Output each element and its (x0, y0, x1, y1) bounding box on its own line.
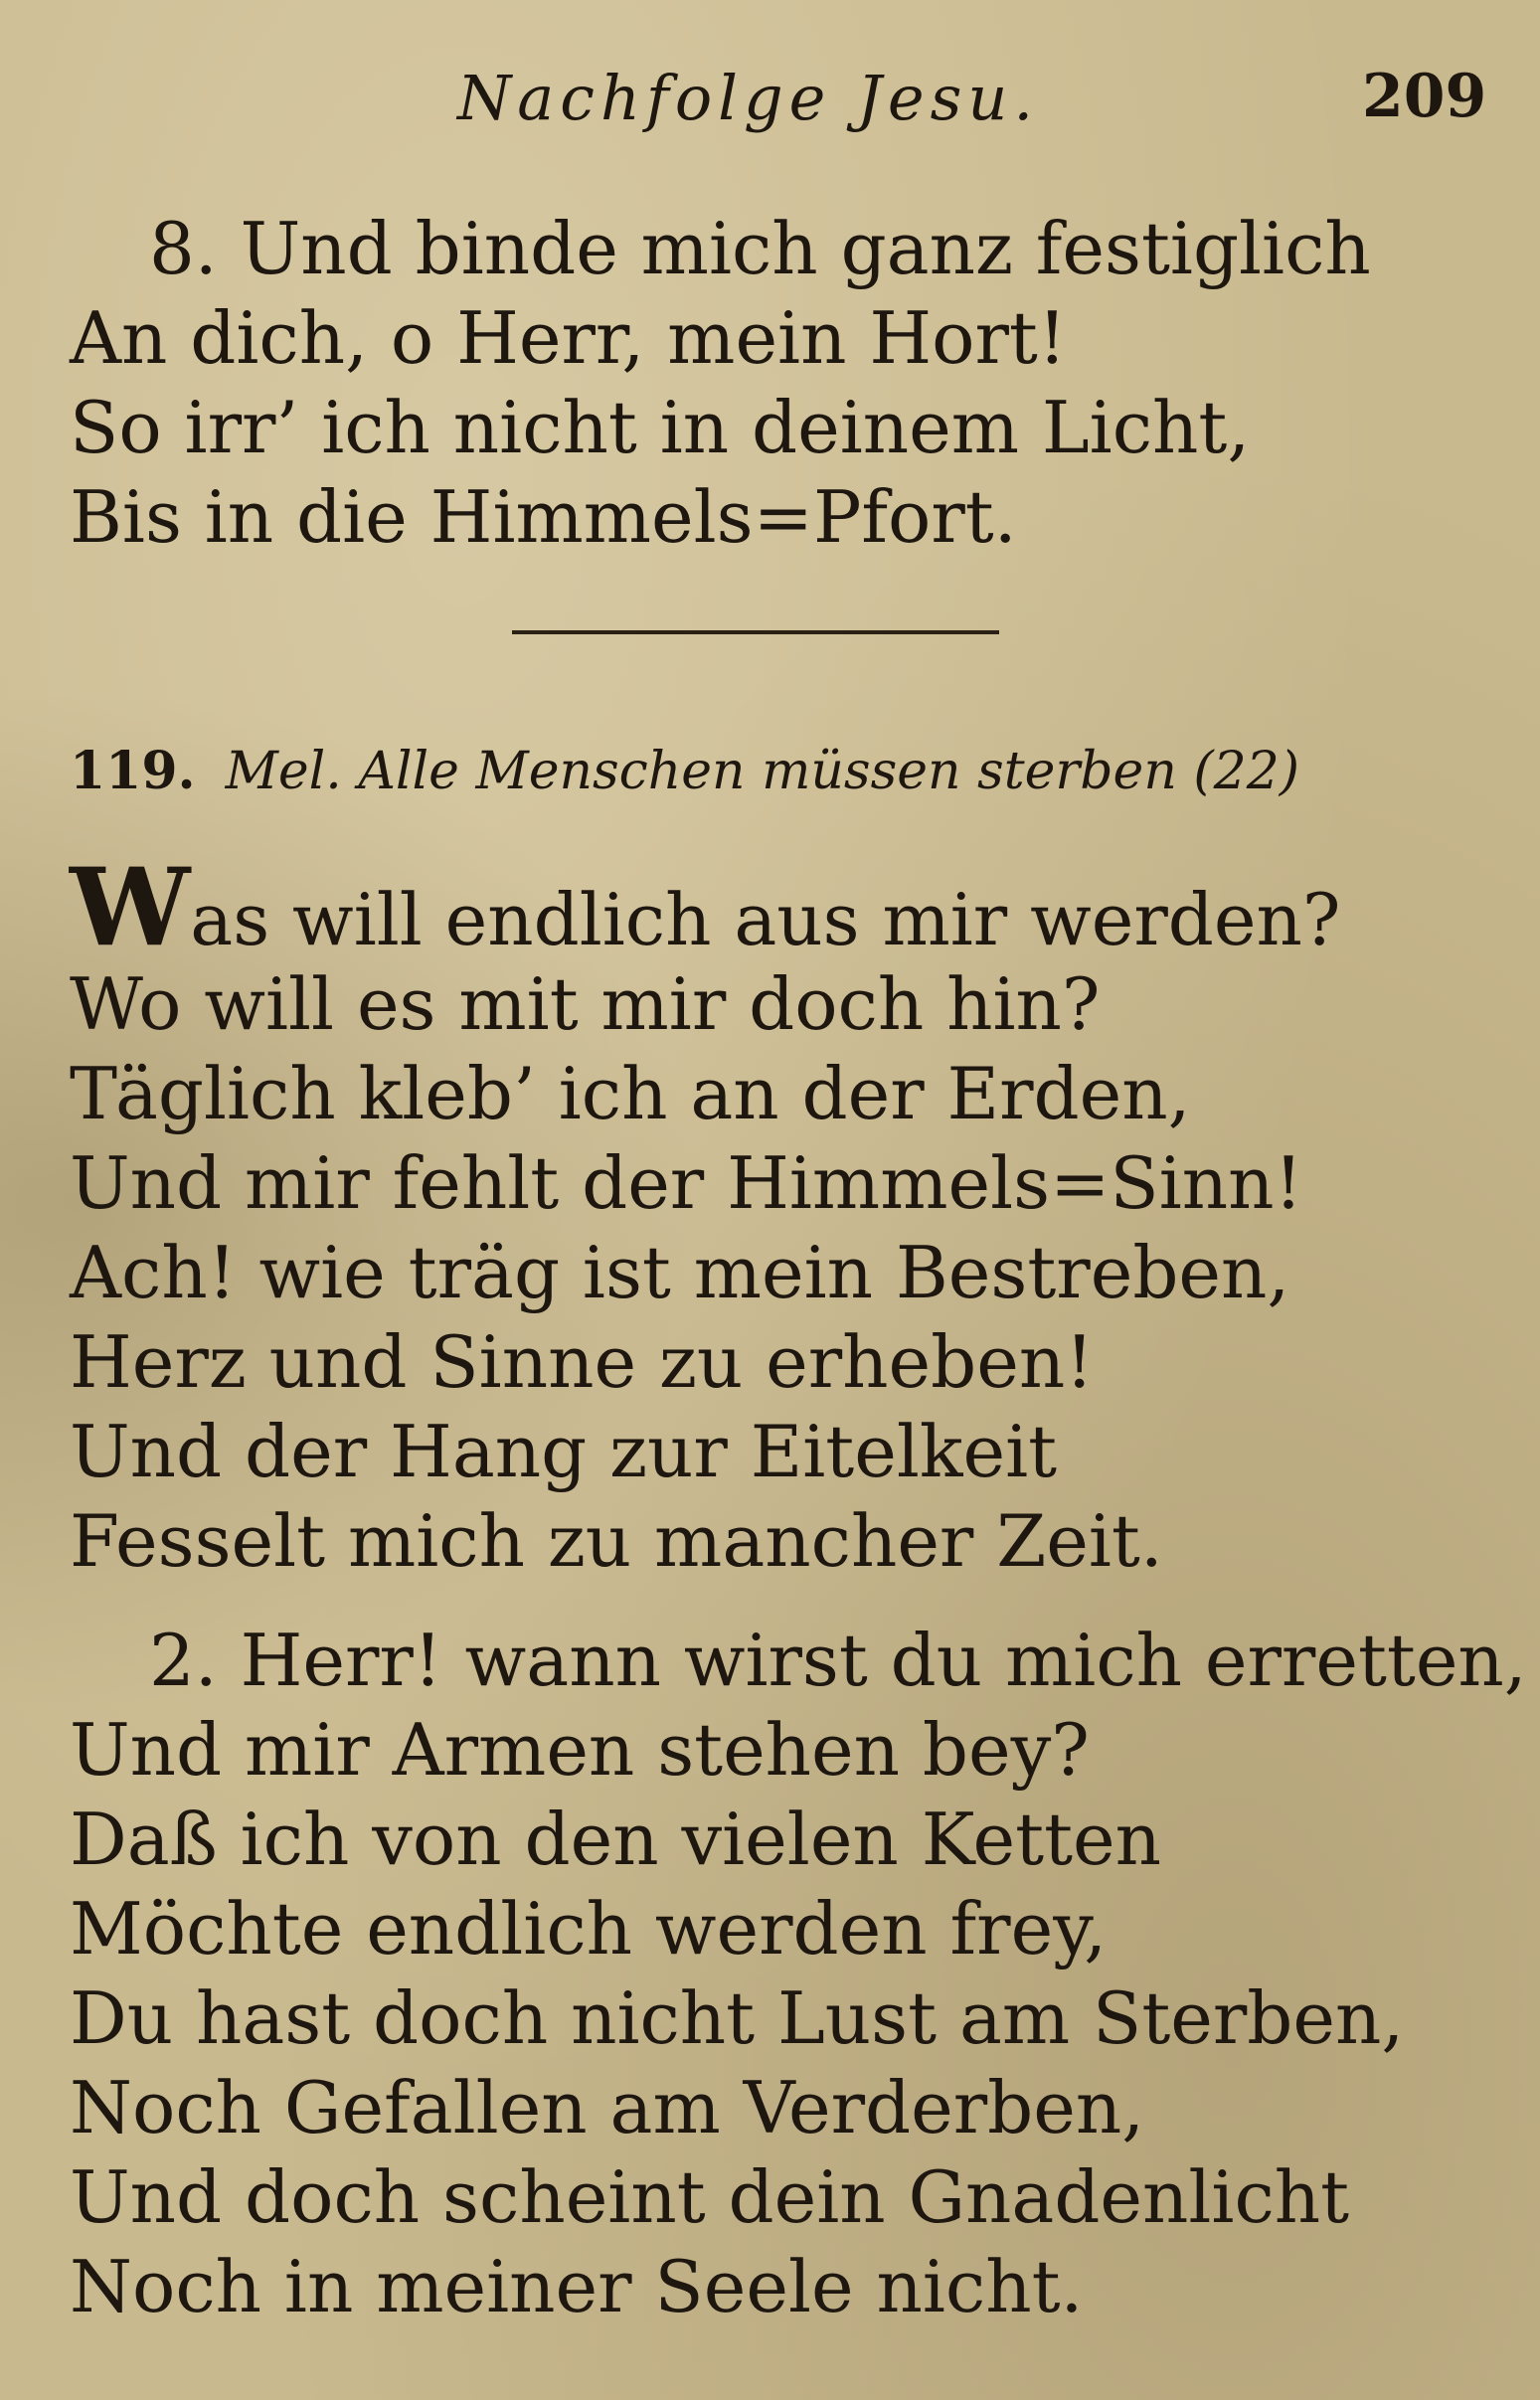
verse-line (70, 845, 1341, 970)
verse-line: Und doch scheint dein Gnadenlicht (70, 2155, 1350, 2239)
verse-line: Du hast doch nicht Lust am Sterben, (70, 1976, 1405, 2060)
verse-line: An dich, o Herr, mein Hort! (70, 296, 1067, 380)
verse-line: Und mir fehlt der Himmels=Sinn! (70, 1141, 1303, 1225)
verse-line: Möchte endlich werden frey, (70, 1887, 1108, 1971)
verse-line: Täglich kleb’ ich an der Erden, (70, 1052, 1191, 1135)
verse-line: Noch in meiner Seele nicht. (70, 2245, 1084, 2328)
drop-cap: W (70, 845, 191, 970)
verse-line: 8. Und binde mich ganz festiglich (149, 207, 1371, 290)
verse-line: Bis in die Himmels=Pfort. (70, 475, 1017, 559)
hymn-number: 119. (70, 741, 196, 801)
verse-line: Fesselt mich zu mancher Zeit. (70, 1499, 1163, 1583)
page-number: 209 (1362, 62, 1487, 131)
verse-line: Noch Gefallen am Verderben, (70, 2066, 1145, 2149)
melody-reference: Mel. Alle Menschen müssen sterben (22) (225, 742, 1300, 801)
verse-line: Und mir Armen stehen bey? (70, 1708, 1090, 1792)
verse-line-text: as will endlich aus mir werden? (190, 878, 1341, 961)
verse-line: Wo will es mit mir doch hin? (70, 962, 1101, 1046)
hymn-header (70, 741, 1299, 801)
running-header (0, 62, 1540, 141)
verse-line: Und der Hang zur Eitelkeit (70, 1410, 1058, 1493)
verse-line: Ach! wie träg ist mein Bestreben, (70, 1231, 1290, 1314)
verse-line: Herz und Sinne zu erheben! (70, 1320, 1095, 1404)
section-divider (512, 630, 999, 634)
running-title: Nachfolge Jesu. (457, 62, 1040, 134)
verse-line: 2. Herr! wann wirst du mich erretten, (149, 1619, 1527, 1702)
verse-line: So irr’ ich nicht in deinem Licht, (70, 386, 1251, 469)
verse-line: Daß ich von den vielen Ketten (70, 1798, 1161, 1881)
